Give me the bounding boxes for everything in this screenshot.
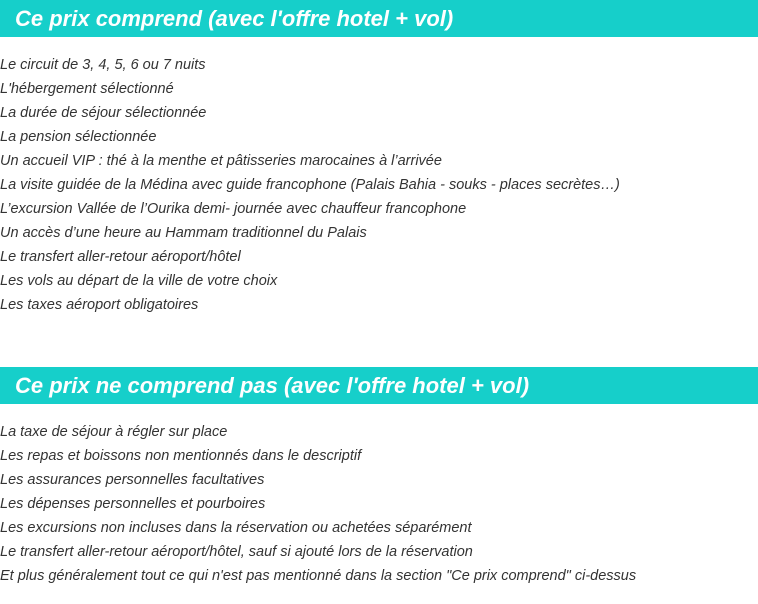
list-item: Les dépenses personnelles et pourboires [0,496,266,512]
list-item: Les repas et boissons non mentionnés dans le descriptif [0,448,362,464]
list-item: La taxe de séjour à régler sur place [0,424,228,440]
list-item: L'hébergement sélectionné [0,81,174,97]
list-item: Et plus généralement tout ce qui n'est pas mentionné dans la section "Ce prix comprend" ci-dessus [0,568,637,584]
list-item: Un accès d’une heure au Hammam traditionnel du Palais [0,225,367,241]
list-item: Le transfert aller-retour aéroport/hôtel, sauf si ajouté lors de la réservation [0,544,473,560]
list-item: La visite guidée de la Médina avec guide francophone (Palais Bahia - souks - places secrètes…) [0,177,620,193]
includes-list [0,53,620,317]
list-item: Les assurances personnelles facultatives [0,472,265,488]
list-item: L’excursion Vallée de l’Ourika demi- journée avec chauffeur francophone [0,201,467,217]
includes-section-header: Ce prix comprend (avec l'offre hotel + vol) [0,0,758,37]
list-item: Un accueil VIP : thé à la menthe et pâtisseries marocaines à l’arrivée [0,153,442,169]
list-item: Les taxes aéroport obligatoires [0,297,199,313]
list-item: La pension sélectionnée [0,129,157,145]
list-item: Le transfert aller-retour aéroport/hôtel [0,249,241,265]
list-item: La durée de séjour sélectionnée [0,105,207,121]
excludes-list [0,420,636,588]
list-item: Les excursions non incluses dans la réservation ou achetées séparément [0,520,472,536]
list-item: Le circuit de 3, 4, 5, 6 ou 7 nuits [0,57,206,73]
list-item: Les vols au départ de la ville de votre choix [0,273,278,289]
excludes-section-header: Ce prix ne comprend pas (avec l'offre hotel + vol) [0,367,758,404]
